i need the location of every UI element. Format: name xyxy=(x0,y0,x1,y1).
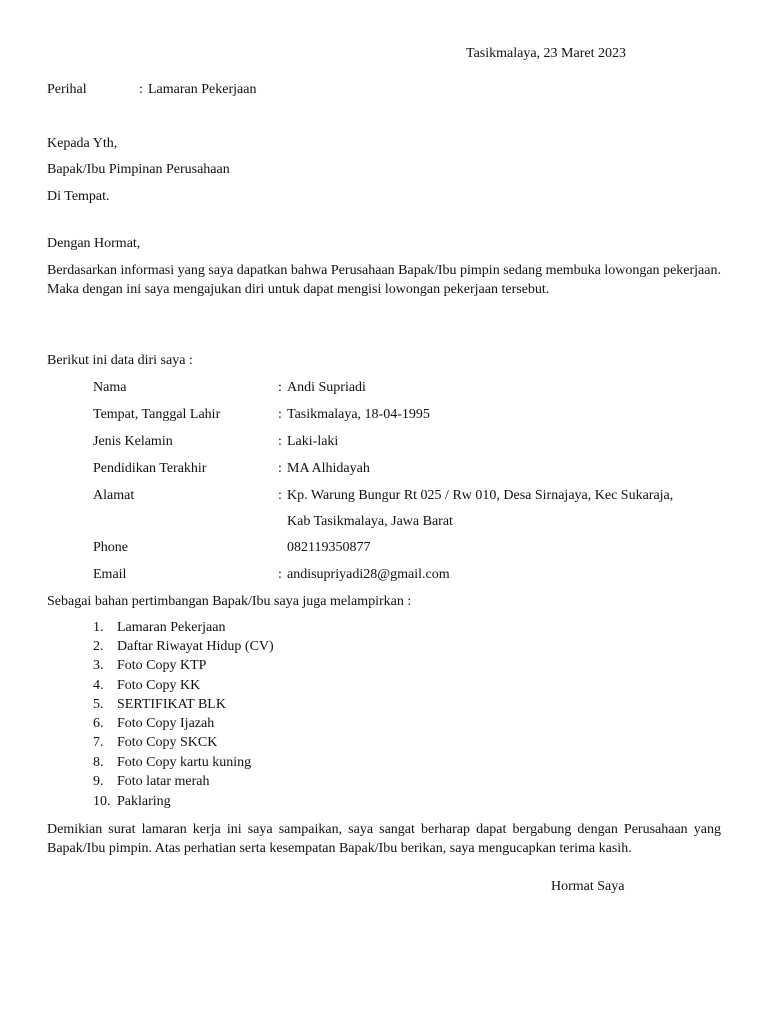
closing-paragraph: Demikian surat lamaran kerja ini saya sampaikan, saya sangat berharap dapat bergabung dengan Perusahaan yang Bapak/Ibu pimpin. Atas perhatian serta kesempatan Bapak/Ibu berikan, saya mengucapkan terima kasih. xyxy=(47,822,721,856)
field-colon: : xyxy=(278,488,282,503)
list-item: Foto Copy KTP xyxy=(117,658,207,673)
field-label-education: Pendidikan Terakhir xyxy=(93,461,207,476)
field-value-nama: Andi Supriadi xyxy=(287,380,366,395)
field-value-email: andisupriyadi28@gmail.com xyxy=(287,567,450,582)
signoff: Hormat Saya xyxy=(551,879,625,894)
field-label-email: Email xyxy=(93,567,127,582)
list-item-number: 8. xyxy=(93,755,104,770)
list-item: SERTIFIKAT BLK xyxy=(117,697,226,712)
list-item: Foto latar merah xyxy=(117,774,210,789)
subject-colon: : xyxy=(139,82,143,97)
subject-value: Lamaran Pekerjaan xyxy=(148,82,257,97)
list-item-number: 3. xyxy=(93,658,104,673)
list-item-number: 5. xyxy=(93,697,104,712)
intro-paragraph: Berdasarkan informasi yang saya dapatkan bahwa Perusahaan Bapak/Ibu pimpin sedang membuka lowongan pekerjaan. Maka dengan ini saya mengajukan diri untuk dapat mengisi lowongan pekerjaan tersebut. xyxy=(47,263,721,297)
list-item: Foto Copy kartu kuning xyxy=(117,755,252,770)
field-value-phone: 082119350877 xyxy=(287,540,371,555)
field-value-ttl: Tasikmalaya, 18-04-1995 xyxy=(287,407,430,422)
list-item-number: 4. xyxy=(93,678,104,693)
field-colon: : xyxy=(278,567,282,582)
attachments-intro: Sebagai bahan pertimbangan Bapak/Ibu saya juga melampirkan : xyxy=(47,594,412,609)
field-label-nama: Nama xyxy=(93,380,127,395)
field-label-phone: Phone xyxy=(93,540,128,555)
field-colon: : xyxy=(278,380,282,395)
field-colon: : xyxy=(278,461,282,476)
list-item: Foto Copy SKCK xyxy=(117,735,218,750)
recipient-line-2: Bapak/Ibu Pimpinan Perusahaan xyxy=(47,162,230,177)
letter-date: Tasikmalaya, 23 Maret 2023 xyxy=(466,46,626,61)
field-value-address-line-2: Kab Tasikmalaya, Jawa Barat xyxy=(287,514,453,529)
field-label-address: Alamat xyxy=(93,488,135,503)
list-item-number: 10. xyxy=(93,794,111,809)
field-value-gender: Laki-laki xyxy=(287,434,339,449)
subject-label: Perihal xyxy=(47,82,87,97)
list-item-number: 6. xyxy=(93,716,104,731)
list-item: Daftar Riwayat Hidup (CV) xyxy=(117,639,274,654)
recipient-line-1: Kepada Yth, xyxy=(47,136,118,151)
recipient-line-3: Di Tempat. xyxy=(47,189,110,204)
list-item-number: 7. xyxy=(93,735,104,750)
list-item-number: 9. xyxy=(93,774,104,789)
greeting: Dengan Hormat, xyxy=(47,236,141,251)
field-label-gender: Jenis Kelamin xyxy=(93,434,173,449)
field-label-ttl: Tempat, Tanggal Lahir xyxy=(93,407,221,422)
list-item: Foto Copy Ijazah xyxy=(117,716,215,731)
field-value-address: Kp. Warung Bungur Rt 025 / Rw 010, Desa Sirnajaya, Kec Sukaraja, xyxy=(287,488,674,503)
personal-data-intro: Berikut ini data diri saya : xyxy=(47,353,193,368)
list-item-number: 2. xyxy=(93,639,104,654)
list-item: Paklaring xyxy=(117,794,171,809)
field-value-education: MA Alhidayah xyxy=(287,461,370,476)
field-colon: : xyxy=(278,434,282,449)
field-colon: : xyxy=(278,407,282,422)
list-item: Lamaran Pekerjaan xyxy=(117,620,226,635)
list-item: Foto Copy KK xyxy=(117,678,201,693)
list-item-number: 1. xyxy=(93,620,104,635)
